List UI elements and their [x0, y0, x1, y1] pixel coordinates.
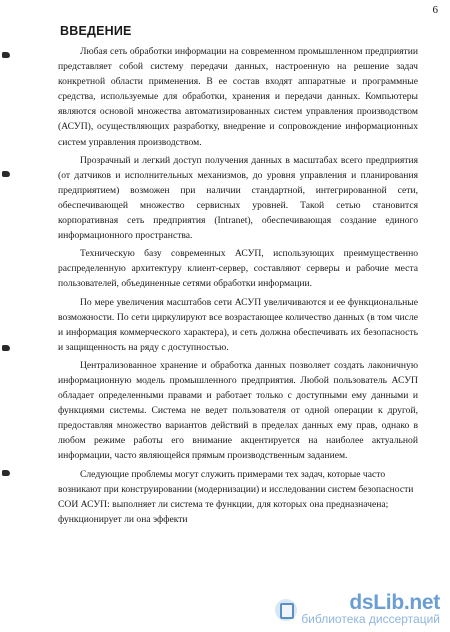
margin-mark [2, 52, 10, 58]
watermark-text [301, 593, 440, 626]
paragraph: Централизованное хранение и обработка данных позволяет создать лаконичную информационную модель промышленного предприятия. Любой пользователь АСУП обладает определенными правами и работает только с доступными ему данными и функциями системы. Система не ведет пользователя от одной операции к другой, предоставляя множество вариантов действий в пределах данных ему прав, однако в любом режиме работы его внимание акцентируется на наиболее актуальной информации, часто являющейся прямым производственным заданием. [58, 359, 418, 462]
margin-mark [2, 345, 10, 351]
section-heading: ВВЕДЕНИЕ [60, 24, 132, 38]
paragraph: По мере увеличения масштабов сети АСУП увеличиваются и ее функциональные возможности. По сети циркулируют все возрастающее количество данных (в том числе и информация коммерческого характера), и сеть должна обеспечивать их безопасность и защищенность на ряду с доступностью. [58, 296, 418, 353]
paragraph: Следующие проблемы могут служить примерами тех задач, которые часто возникают при конструировании (модернизации) и исследовании систем безопасности СОИ АСУП: выполняет ли система те функции, для которых она предназначена; функционирует ли она эффекти [58, 468, 414, 525]
watermark-subtitle: библиотека диссертаций [301, 612, 440, 626]
paragraph: Техническую базу современных АСУП, использующих преимущественно распределенную архитектуру клиент-сервер, составляют серверы и рабочие места пользователей, объединенные сетями обработки информации. [58, 248, 418, 290]
paragraph: Прозрачный и легкий доступ получения данных в масштабах всего предприятия (от датчиков и исполнительных механизмов, до уровня управления и планирования предприятием) возможен при наличии стандартной, интегрированной сети, обеспечивающей множество сервисных уровней. Такой сетью становится корпоративная сеть предприятия (Intranet), обеспечивающая создание единого информационного пространства. [58, 154, 418, 242]
book-logo-icon [275, 599, 297, 621]
page-number: 6 [432, 4, 438, 16]
margin-mark [2, 470, 10, 476]
paragraph: Любая сеть обработки информации на современном промышленном предприятии представляет собой систему передачи данных, настроенную на решение задач конкретной области применения. В ее состав входят аппаратные и программные средства, используемые для обработки, хранения и передачи данных. Компьютеры являются основой множества автоматизированных систем управления производством (АСУП), осуществляющих разработку, внедрение и сопровождение информационных систем управления производством. [58, 46, 418, 148]
margin-mark [2, 171, 10, 177]
watermark-brand: dsLib.net [349, 591, 440, 614]
body-text [58, 44, 418, 530]
watermark [275, 593, 440, 626]
